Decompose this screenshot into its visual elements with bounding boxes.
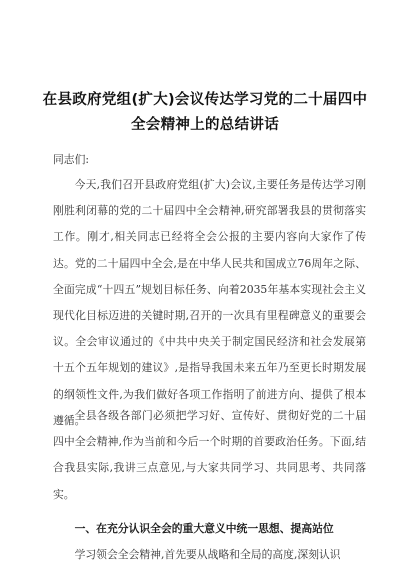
body-paragraph-1 <box>53 172 366 434</box>
document-title: 在县政府党组(扩大)会议传达学习党的二十届四中全会精神上的总结讲话 <box>42 92 368 133</box>
paragraph-text: 学习领会全会精神,首先要从战略和全局的高度,深刻认识 <box>74 548 341 561</box>
salutation: 同志们: <box>53 153 90 166</box>
section-paragraph <box>53 542 366 568</box>
section-heading: 一、在充分认识全会的重大意义中统一思想、提高站位 <box>74 522 334 535</box>
paragraph-text: 今天,我们召开县政府党组(扩大)会议,主要任务是传达学习刚刚胜利闭幕的党的二十届四中全会精神,研究部署我县的贯彻落实工作。刚才,相关同志已经将全会公报的主要内容向大家作了传达。党的二十届四中全会,是在中华人民共和国成立76周年之际、全面完成“十四五”规划目标任务、向着2035年基本实现社会主义现代化目标迈进的关键时期,召开的一次具有里程碑意义的重要会议。全会审议通过的《中共中央关于制定国民经济和社会发展第十五个五年规划的建议》,是指导我国未来五年乃至更长时期发展的纲领性文件,为我们做好各项工作指明了前进方向、提供了根本遵循。 <box>53 178 366 427</box>
paragraph-text: 全县各级各部门必须把学习好、宣传好、贯彻好党的二十届四中全会精神,作为当前和今后一个时期的首要政治任务。下面,结合我县实际,我讲三点意见,与大家共同学习、共同思考、共同落实。 <box>53 409 366 501</box>
body-paragraph-2 <box>53 403 366 508</box>
